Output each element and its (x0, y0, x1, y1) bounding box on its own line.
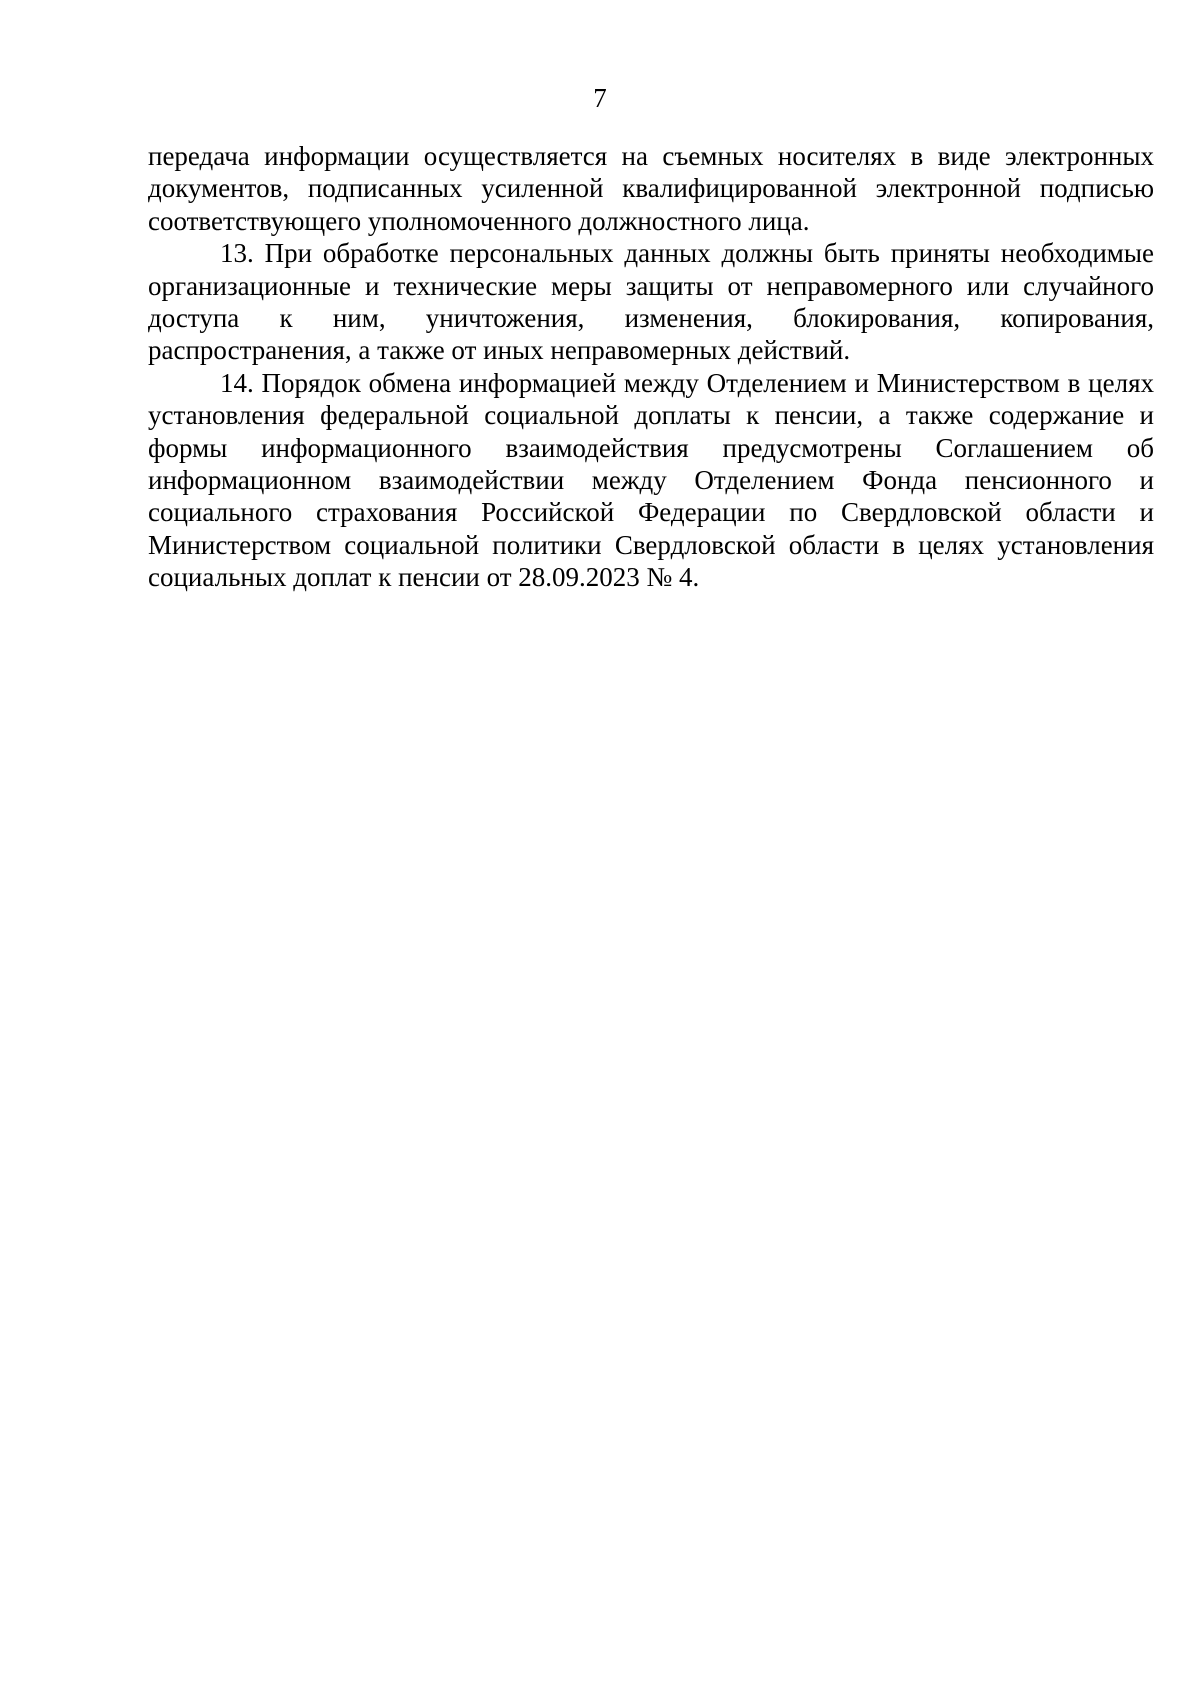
paragraph-item-13: 13. При обработке персональных данных должны быть приняты необходимые организационные и технические меры защиты от неправомерного или случайного доступа к ним, уничтожения, изменения, блокирования, копирования, распространения, а также от иных неправомерных действий. (148, 238, 1154, 366)
paragraph-item-14: 14. Порядок обмена информацией между Отделением и Министерством в целях установления федеральной социальной доплаты к пенсии, а также содержание и формы информационного взаимодействия предусмотрены Соглашением об информационном взаимодействии между Отделением Фонда пенсионного и социального страхования Российской Федерации по Свердловской области и Министерством социальной политики Свердловской области в целях установления социальных доплат к пенсии от 28.09.2023 № 4. (148, 367, 1154, 593)
paragraph-continuation: передача информации осуществляется на съемных носителях в виде электронных документов, подписанных усиленной квалифицированной электронной подписью соответствующего уполномоченного должностного лица. (148, 141, 1154, 236)
document-body (148, 140, 1154, 594)
page-number: 7 (593, 83, 607, 113)
